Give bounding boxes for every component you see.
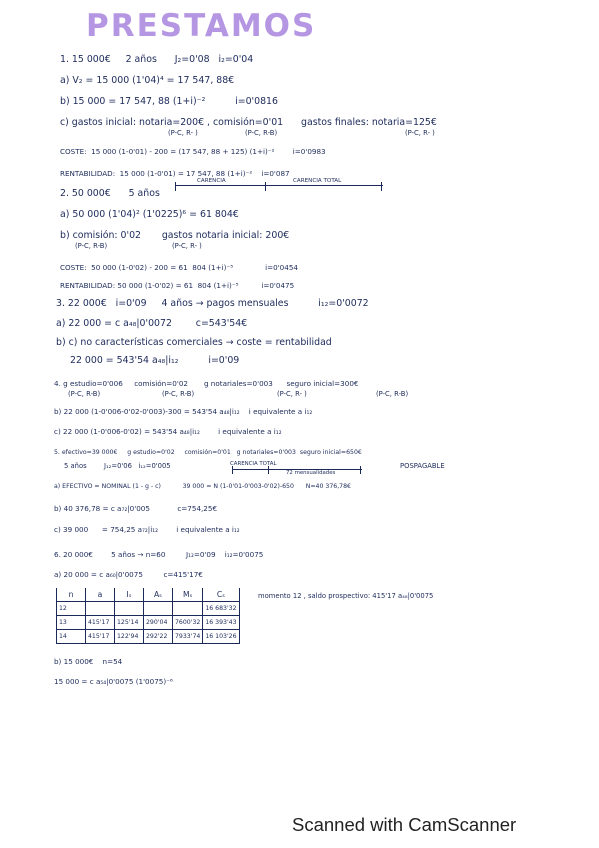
timeline-5-label-1: CARENCIA TOTAL xyxy=(230,461,277,467)
problem-3a: a) 22 000 = c a₄₈|0'0072 c=543'54€ xyxy=(56,318,248,329)
problem-2-rentabilidad: RENTABILIDAD: 50 000 (1-0'02) = 61 804 (1+i)⁻⁵ i=0'0475 xyxy=(60,281,295,290)
table-cell: 16 393'43 xyxy=(203,616,239,630)
note-1c-3: (P-C, R- ) xyxy=(405,129,435,137)
note-5-pospagable: POSPAGABLE xyxy=(400,462,445,470)
note-1c-2: (P-C, R-B) xyxy=(245,129,278,137)
note-2b-2: (P-C, R- ) xyxy=(172,242,202,250)
note-1c-1: (P-C, R- ) xyxy=(168,129,198,137)
table-cell: 290'04 xyxy=(144,616,173,630)
problem-1-header: 1. 15 000€ 2 años J₂=0'08 i₂=0'04 xyxy=(60,54,254,65)
note-4-3: (P-C, R- ) xyxy=(277,390,307,398)
problem-2-header: 2. 50 000€ 5 años xyxy=(60,188,160,199)
table-cell: 125'14 xyxy=(115,616,144,630)
table-header-cell: Iₛ xyxy=(115,588,144,602)
problem-3-header: 3. 22 000€ i=0'09 4 años → pagos mensuales i₁₂=0'0072 xyxy=(56,298,369,309)
table-header-cell: n xyxy=(57,588,86,602)
problem-3bc: b) c) no características comerciales → coste = rentabilidad xyxy=(56,337,332,348)
table-header-cell: Mₛ xyxy=(173,588,203,602)
problem-6a: a) 20 000 = c a₆₀|0'0075 c=415'17€ xyxy=(54,570,203,579)
table-cell: 122'94 xyxy=(115,630,144,644)
table-row xyxy=(57,630,240,644)
table-row xyxy=(57,602,240,616)
problem-4b: b) 22 000 (1-0'006-0'02-0'003)-300 = 543'54 a₄₈|i₁₂ i equivalente a i₁₂ xyxy=(54,407,313,416)
note-4-1: (P-C, R-B) xyxy=(68,390,101,398)
problem-1b: b) 15 000 = 17 547, 88 (1+i)⁻² i=0'0816 xyxy=(60,96,278,107)
timeline-2-label-2: CARENCIA TOTAL xyxy=(293,178,342,184)
problem-1a: a) V₂ = 15 000 (1'04)⁴ = 17 547, 88€ xyxy=(60,75,235,86)
note-4-2: (P-C, R-B) xyxy=(162,390,195,398)
problem-1c: c) gastos inicial: notaria=200€ , comisión=0'01 gastos finales: notaria=125€ xyxy=(60,117,437,128)
page-title: PRESTAMOS xyxy=(86,8,317,44)
problem-2-coste: COSTE: 50 000 (1-0'02) - 200 = 61 804 (1+i)⁻⁵ i=0'0454 xyxy=(60,263,298,272)
note-6-side: momento 12 , saldo prospectivo: 415'17 a₄₈|0'0075 xyxy=(258,592,434,600)
table-cell: 16 103'26 xyxy=(203,630,239,644)
scanner-watermark: Scanned with CamScanner xyxy=(292,814,517,835)
table-cell xyxy=(144,602,173,616)
table-cell: 415'17 xyxy=(86,616,115,630)
problem-5b: b) 40 376,78 = c a₇₂|0'005 c=754,25€ xyxy=(54,504,218,513)
timeline-problem-2 xyxy=(175,178,383,192)
table-cell: 12 xyxy=(57,602,86,616)
timeline-2-label-1: CARENCIA xyxy=(197,178,226,184)
problem-6-header: 6. 20 000€ 5 años → n=60 J₁₂=0'09 i₁₂=0'0075 xyxy=(54,550,264,559)
problem-1-coste: COSTE: 15 000 (1-0'01) - 200 = (17 547, 88 + 125) (1+i)⁻² i=0'0983 xyxy=(60,147,326,156)
table-cell xyxy=(115,602,144,616)
amortization-table xyxy=(56,588,240,644)
timeline-problem-5 xyxy=(230,461,362,476)
note-2b-1: (P-C, R-B) xyxy=(75,242,108,250)
problem-6b-equation: 15 000 = c a₅₄|0'0075 (1'0075)⁻⁶ xyxy=(54,677,173,686)
table-cell: 13 xyxy=(57,616,86,630)
note-4-4: (P-C, R-B) xyxy=(376,390,409,398)
problem-5c: c) 39 000 = 754,25 a₇₂|i₁₂ i equivalente a i₁₂ xyxy=(54,525,240,534)
problem-4c: c) 22 000 (1-0'006-0'02) = 543'54 a₄₈|i₁₂ i equivalente a i₁₂ xyxy=(54,427,282,436)
table-cell: 16 683'32 xyxy=(203,602,239,616)
timeline-5-label-2: 72 mensualidades xyxy=(286,470,336,476)
table-cell: 7933'74 xyxy=(173,630,203,644)
problem-3-equation: 22 000 = 543'54 a₄₈|i₁₂ i=0'09 xyxy=(70,355,240,366)
problem-2b: b) comisión: 0'02 gastos notaria inicial: 200€ xyxy=(60,230,290,241)
table-header-cell: a xyxy=(86,588,115,602)
problem-6b: b) 15 000€ n=54 xyxy=(54,657,123,666)
table-header-cell: Aₛ xyxy=(144,588,173,602)
problem-4-header: 4. g estudio=0'006 comisión=0'02 g notariales=0'003 seguro inicial=300€ xyxy=(54,379,359,388)
problem-5-header: 5. efectivo=39 000€ g estudio=0'02 comisión=0'01 g notariales=0'003 seguro inicial=650€ xyxy=(54,449,362,456)
table-cell xyxy=(173,602,203,616)
table-row xyxy=(57,616,240,630)
problem-1-rentabilidad: RENTABILIDAD: 15 000 (1-0'01) = 17 547, 88 (1+i)⁻² i=0'087 xyxy=(60,169,290,178)
table-cell: 7600'32 xyxy=(173,616,203,630)
table-cell xyxy=(86,602,115,616)
problem-2a: a) 50 000 (1'04)² (1'0225)⁶ = 61 804€ xyxy=(60,209,239,220)
table-cell: 292'22 xyxy=(144,630,173,644)
table-header-cell: Cₛ xyxy=(203,588,239,602)
problem-5a: a) EFECTIVO = NOMINAL (1 - g - c) 39 000 = N (1-0'01-0'003-0'02)-650 N=40 376,78€ xyxy=(54,483,351,490)
note-5-a: 5 años J₁₂=0'06 i₁₂=0'005 xyxy=(64,462,171,470)
table-header-row xyxy=(57,588,240,602)
table-cell: 14 xyxy=(57,630,86,644)
table-cell: 415'17 xyxy=(86,630,115,644)
